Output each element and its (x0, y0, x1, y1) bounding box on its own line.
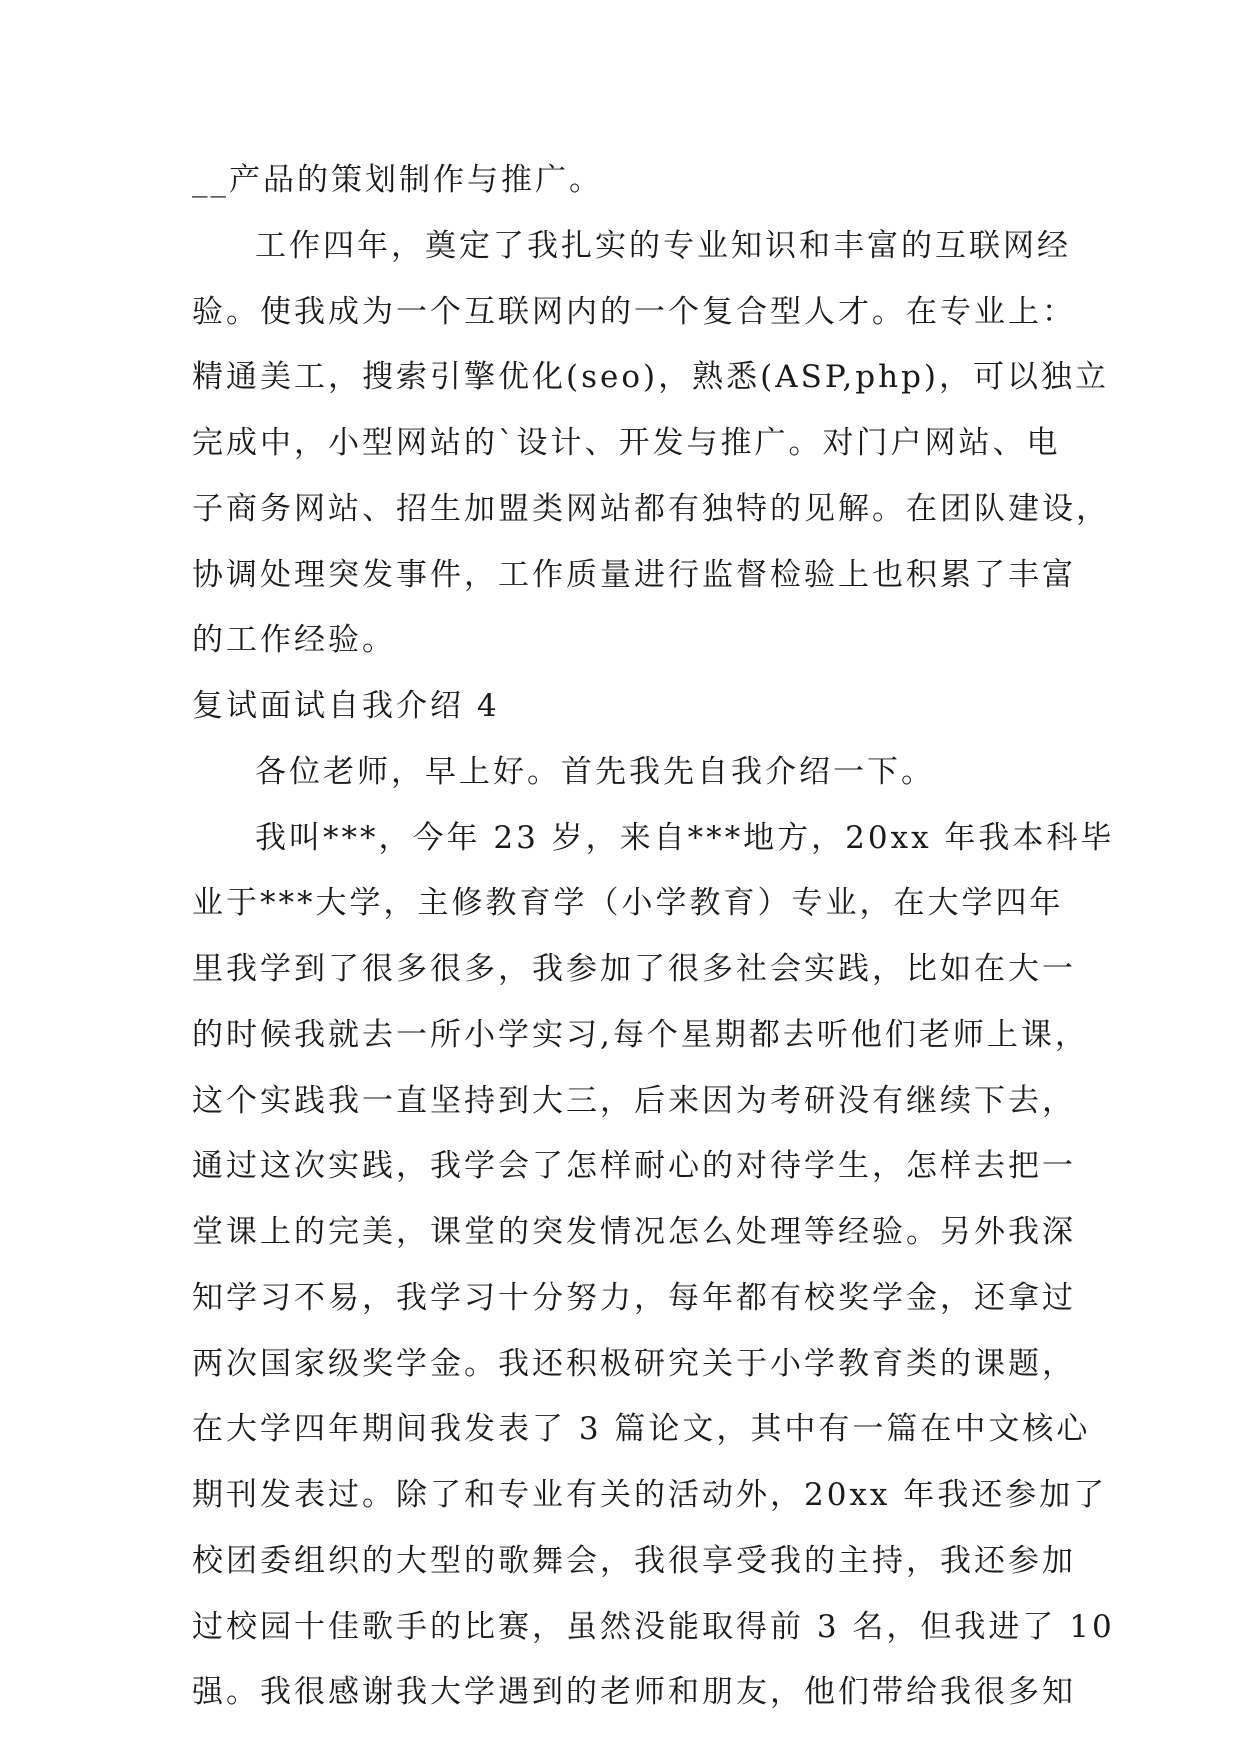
text-line: 通过这次实践，我学会了怎样耐心的对待学生，怎样去把一 (192, 1148, 1076, 1184)
text-line: 在大学四年期间我发表了 3 篇论文，其中有一篇在中文核心 (192, 1411, 1091, 1447)
paragraph-first-line: 工作四年，奠定了我扎实的专业知识和丰富的互联网经 (255, 228, 1071, 264)
text-line: 的工作经验。 (192, 622, 396, 658)
text-line: 强。我很感谢我大学遇到的老师和朋友，他们带给我很多知 (192, 1674, 1076, 1710)
text-line: 两次国家级奖学金。我还积极研究关于小学教育类的课题， (192, 1346, 1076, 1382)
text-line: 业于***大学，主修教育学（小学教育）专业，在大学四年 (192, 885, 1064, 921)
section-heading: 复试面试自我介绍 4 (192, 688, 500, 724)
text-line: 知学习不易，我学习十分努力，每年都有校奖学金，还拿过 (192, 1280, 1076, 1316)
text-line: 协调处理突发事件，工作质量进行监督检验上也积累了丰富 (192, 557, 1076, 593)
text-line: 过校园十佳歌手的比赛，虽然没能取得前 3 名，但我进了 10 (192, 1609, 1115, 1645)
text-line: 子商务网站、招生加盟类网站都有独特的见解。在团队建设， (192, 491, 1110, 527)
text-line: 期刊发表过。除了和专业有关的活动外，20xx 年我还参加了 (192, 1477, 1108, 1513)
text-line: 这个实践我一直坚持到大三，后来因为考研没有继续下去， (192, 1083, 1076, 1119)
text-line: 验。使我成为一个互联网内的一个复合型人才。在专业上： (192, 294, 1076, 330)
text-line: 校团委组织的大型的歌舞会，我很享受我的主持，我还参加 (192, 1543, 1076, 1579)
text-line: 里我学到了很多很多，我参加了很多社会实践，比如在大一 (192, 951, 1076, 987)
text-line: __产品的策划制作与推广。 (192, 162, 603, 198)
text-line: 完成中，小型网站的`设计、开发与推广。对门户网站、电 (192, 425, 1061, 461)
text-line: 的时候我就去一所小学实习,每个星期都去听他们老师上课， (192, 1017, 1089, 1053)
text-line: 精通美工，搜索引擎优化(seo)，熟悉(ASP,php)，可以独立 (192, 359, 1110, 395)
text-line: 堂课上的完美，课堂的突发情况怎么处理等经验。另外我深 (192, 1214, 1076, 1250)
paragraph-first-line: 我叫***，今年 23 岁，来自***地方，20xx 年我本科毕 (255, 820, 1115, 856)
paragraph-first-line: 各位老师，早上好。首先我先自我介绍一下。 (255, 754, 935, 790)
